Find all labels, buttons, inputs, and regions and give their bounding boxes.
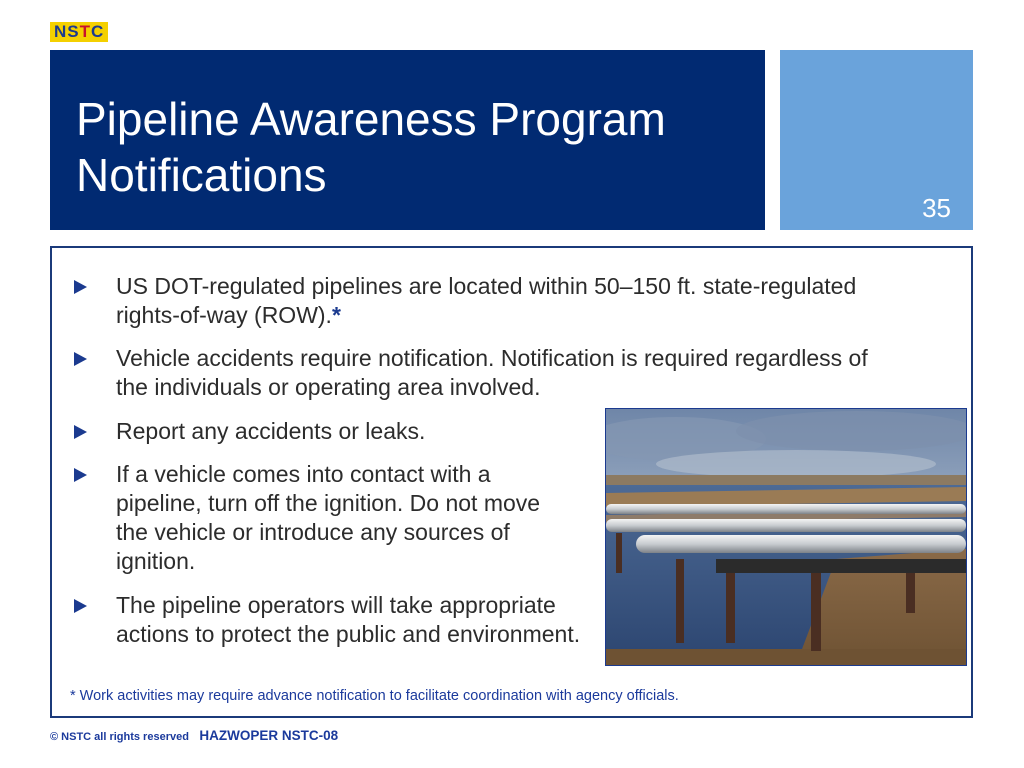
bullet-text: The pipeline operators will take appropriate actions to protect the public and environment. bbox=[116, 592, 581, 647]
logo-text: NSTC bbox=[54, 22, 105, 41]
bullet-item bbox=[74, 591, 596, 649]
bullet-text: If a vehicle comes into contact with a pipeline, turn off the ignition. Do not move the vehicle or introduce any sources of ignition. bbox=[116, 461, 541, 574]
footer bbox=[50, 727, 338, 745]
footnote-marker: * bbox=[331, 302, 341, 328]
bullet-item bbox=[74, 272, 894, 330]
page-title bbox=[76, 91, 666, 203]
logo-badge bbox=[50, 22, 108, 42]
bullet-item bbox=[74, 417, 574, 446]
bullet-text: Vehicle accidents require notification. Notification is required regardless of the individuals or operating area involved. bbox=[116, 345, 868, 400]
nstc-logo bbox=[50, 21, 108, 43]
footer-copyright: © NSTC all rights reserved bbox=[50, 731, 189, 743]
bullet-arrow-icon bbox=[74, 599, 87, 613]
slide-number-panel bbox=[780, 50, 973, 230]
pipeline-photo-image bbox=[606, 409, 966, 665]
bullet-arrow-icon bbox=[74, 352, 87, 366]
bullet-text: US DOT-regulated pipelines are located within 50–150 ft. state-regulated rights-of-way (ROW). bbox=[116, 273, 857, 328]
pipeline-photo bbox=[605, 408, 967, 666]
content-panel bbox=[50, 246, 973, 718]
title-line-2: Notifications bbox=[76, 149, 327, 201]
bullet-arrow-icon bbox=[74, 280, 87, 294]
bullet-item bbox=[74, 344, 874, 402]
title-panel bbox=[50, 50, 765, 230]
bullet-arrow-icon bbox=[74, 425, 87, 439]
bullet-item bbox=[74, 460, 574, 576]
footnote: * Work activities may require advance notification to facilitate coordination with agency officials. bbox=[70, 688, 679, 704]
slide-number: 35 bbox=[922, 193, 951, 223]
bullet-text: Report any accidents or leaks. bbox=[116, 418, 426, 444]
title-line-1: Pipeline Awareness Program bbox=[76, 93, 666, 145]
footer-course-code: HAZWOPER NSTC-08 bbox=[199, 728, 339, 743]
bullet-arrow-icon bbox=[74, 468, 87, 482]
